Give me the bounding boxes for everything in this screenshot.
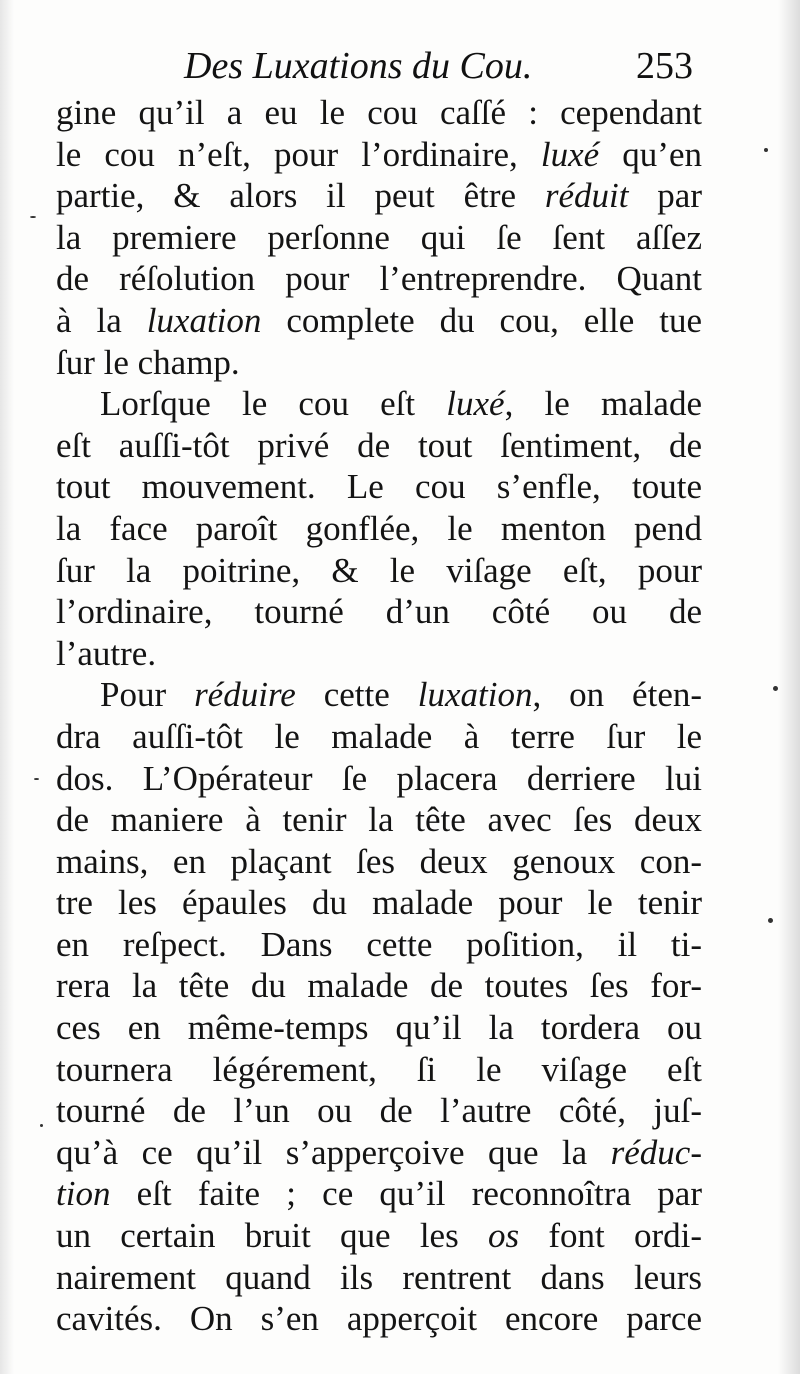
text-run: l’autre. bbox=[56, 633, 157, 673]
italic-term: tion bbox=[56, 1174, 111, 1214]
scan-speck bbox=[34, 778, 39, 780]
text-line bbox=[56, 1049, 702, 1091]
italic-term: luxation bbox=[146, 300, 262, 340]
text-run: font ordi- bbox=[519, 1216, 702, 1256]
text-run: Lorſque le cou eſt bbox=[100, 384, 447, 424]
scan-edge-right bbox=[778, 0, 800, 1374]
scan-speck bbox=[768, 918, 773, 923]
text-line bbox=[56, 300, 702, 342]
text-run: à la bbox=[56, 300, 147, 340]
text-line bbox=[56, 1173, 702, 1215]
scan-speck bbox=[40, 1124, 43, 1127]
text-run: ſur le champ. bbox=[56, 342, 240, 382]
text-run: eſt faite ; ce qu’il reconnoîtra par bbox=[110, 1174, 702, 1214]
text-run: le cou n’eſt, pour l’ordinaire, bbox=[56, 134, 541, 174]
text-run: mains, en plaçant ſes deux genoux con- bbox=[56, 841, 702, 881]
text-run: la face paroît gonflée, le menton pend bbox=[56, 508, 702, 548]
running-head-title: Des Luxations du Cou. bbox=[184, 45, 533, 87]
text-run: tournera légérement, ſi le viſage eſt bbox=[56, 1049, 702, 1089]
text-run: de maniere à tenir la tête avec ſes deux bbox=[56, 800, 702, 840]
text-line bbox=[56, 841, 702, 883]
text-run: l’ordinaire, tourné d’un côté ou de bbox=[56, 592, 702, 632]
italic-term: réduc- bbox=[610, 1132, 702, 1172]
text-line bbox=[56, 425, 702, 467]
text-run: qu’en bbox=[599, 134, 702, 174]
text-line bbox=[56, 258, 702, 300]
italic-term: luxation bbox=[417, 675, 533, 715]
text-run: Pour bbox=[100, 675, 195, 715]
text-run: tre les épaules du malade pour le tenir bbox=[56, 883, 702, 923]
italic-term: luxé bbox=[446, 384, 505, 424]
text-line bbox=[56, 965, 702, 1007]
text-run: ces en même-temps qu’il la tordera ou bbox=[56, 1008, 702, 1048]
text-run: dra auſſi-tôt le malade à terre ſur le bbox=[56, 716, 702, 756]
text-line bbox=[56, 1257, 702, 1299]
italic-term: os bbox=[487, 1216, 520, 1256]
scan-speck bbox=[30, 216, 36, 218]
text-line bbox=[56, 508, 702, 550]
text-run: partie, & alors il peut être bbox=[56, 176, 545, 216]
text-run: dos. L’Opérateur ſe placera derriere lui bbox=[56, 758, 702, 798]
scan-speck bbox=[764, 148, 768, 152]
text-run: un certain bruit que les bbox=[56, 1216, 488, 1256]
text-run: en reſpect. Dans cette poſition, il ti- bbox=[56, 924, 702, 964]
text-run: tourné de l’un ou de l’autre côté, juſ- bbox=[56, 1091, 702, 1131]
text-run: ſur la poitrine, & le viſage eſt, pour bbox=[56, 550, 702, 590]
text-line bbox=[56, 758, 702, 800]
text-run: par bbox=[628, 176, 702, 216]
text-line bbox=[56, 799, 702, 841]
scan-edge-left bbox=[0, 0, 14, 1374]
text-line bbox=[56, 1090, 702, 1132]
text-run: nairement quand ils rentrent dans leurs bbox=[56, 1257, 702, 1297]
text-run: gine qu’il a eu le cou caſſé : cependant bbox=[56, 93, 702, 132]
text-line bbox=[56, 633, 702, 675]
text-run: de réſolution pour l’entreprendre. Quant bbox=[56, 259, 702, 299]
text-run: cavités. On s’en apperçoit encore parce bbox=[56, 1299, 702, 1339]
text-run: , le malade bbox=[504, 384, 702, 424]
text-run: , on éten- bbox=[532, 675, 703, 715]
italic-term: luxé bbox=[540, 134, 600, 174]
text-run: tout mouvement. Le cou s’enfle, toute bbox=[56, 467, 702, 507]
italic-term: réduit bbox=[544, 176, 629, 216]
text-line bbox=[56, 591, 702, 633]
text-line bbox=[56, 383, 702, 425]
text-line bbox=[56, 1298, 702, 1340]
text-line bbox=[56, 217, 702, 259]
text-run: complete du cou, elle tue bbox=[261, 300, 703, 340]
text-line bbox=[56, 1132, 702, 1174]
text-line bbox=[56, 342, 702, 384]
scan-speck bbox=[773, 686, 778, 691]
text-line bbox=[56, 175, 702, 217]
text-line bbox=[56, 882, 702, 924]
text-line bbox=[56, 1215, 702, 1257]
text-line bbox=[56, 134, 702, 176]
page-number: 253 bbox=[636, 45, 693, 87]
text-run: qu’à ce qu’il s’apperçoive que la bbox=[56, 1132, 611, 1172]
text-run: la premiere perſonne qui ſe ſent aſſez bbox=[56, 217, 702, 257]
text-run: eſt auſſi-tôt privé de tout ſentiment, de bbox=[56, 425, 702, 465]
text-line bbox=[56, 924, 702, 966]
text-line bbox=[56, 92, 702, 134]
text-run: cette bbox=[295, 675, 418, 715]
text-run: rera la tête du malade de toutes ſes for- bbox=[56, 966, 702, 1006]
text-line bbox=[56, 466, 702, 508]
body-text bbox=[56, 92, 702, 1340]
text-line bbox=[56, 674, 702, 716]
text-line bbox=[56, 1007, 702, 1049]
text-line bbox=[56, 550, 702, 592]
text-line bbox=[56, 716, 702, 758]
italic-term: réduire bbox=[194, 675, 296, 715]
